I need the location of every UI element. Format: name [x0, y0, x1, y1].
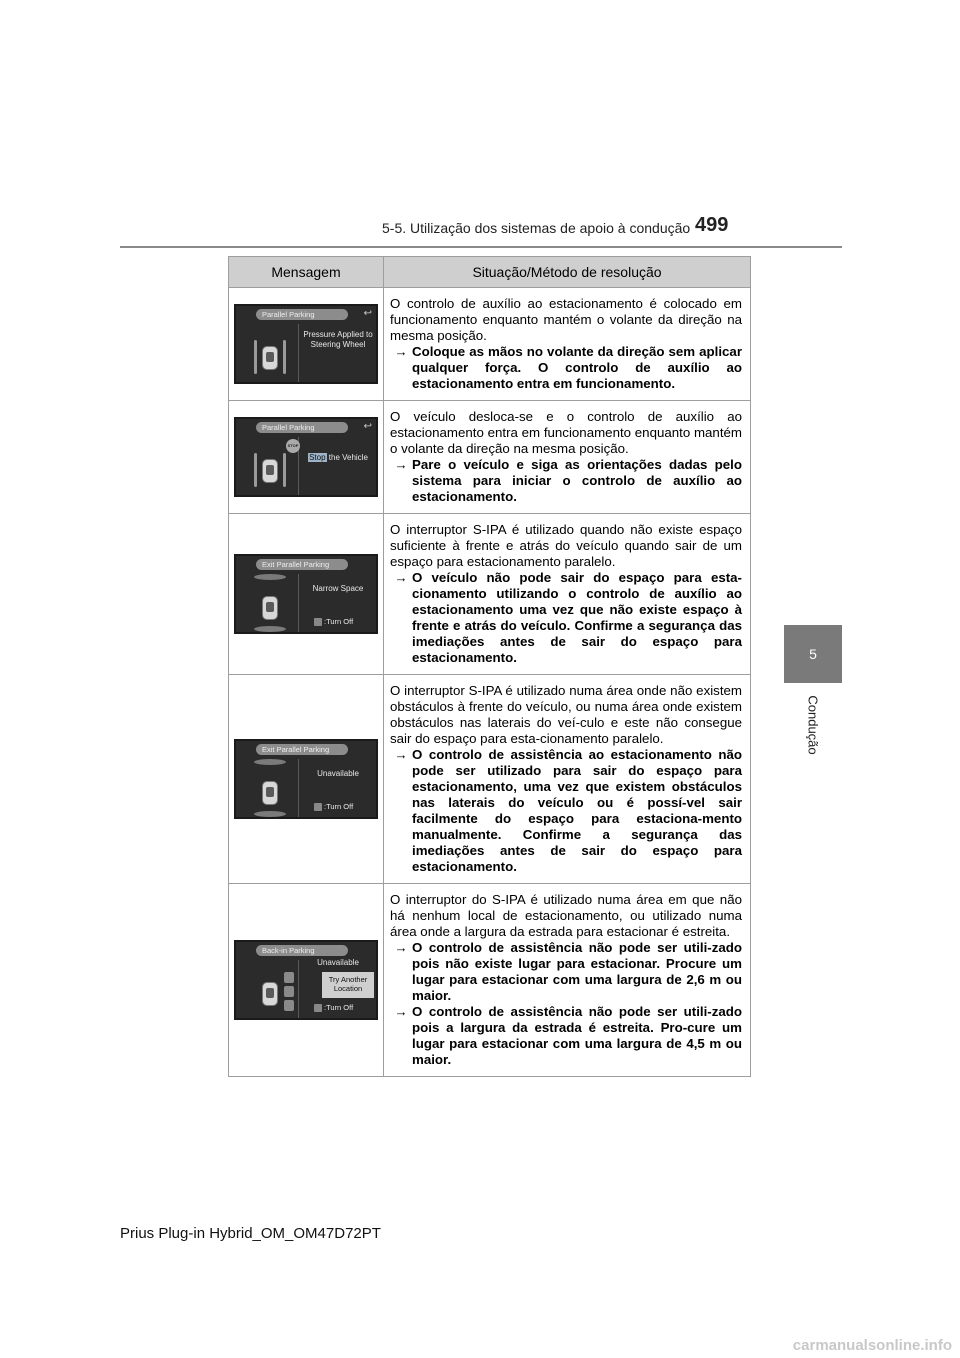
table-row — [229, 288, 751, 401]
steering-guide-icon — [254, 453, 257, 487]
situation-description: O veículo desloca-se e o controlo de auxílio ao estacionamento entra em funcionamento enquanto mantém o volante da direção na mesma posição. — [390, 409, 742, 456]
page-header — [120, 212, 842, 248]
chapter-tab-label: Condução — [805, 695, 821, 755]
column-header-message: Mensagem — [229, 257, 384, 288]
screen-message: Narrow Space — [312, 584, 364, 593]
obstacle-icon — [254, 811, 286, 817]
situation-description: O controlo de auxílio ao estacionamento é colocado em funcionamento enquanto mantém o volante da direção na mesma posição. — [390, 296, 742, 343]
screen-title: Exit Parallel Parking — [256, 559, 348, 570]
screen-message: Pressure Applied to Steering Wheel — [303, 330, 373, 349]
document-footer: Prius Plug-in Hybrid_OM_OM47D72PT — [120, 1225, 381, 1242]
arrow-icon: → — [394, 344, 408, 359]
screen-title: Exit Parallel Parking — [256, 744, 348, 755]
arrow-icon: → — [394, 1004, 408, 1019]
arrow-icon: → — [394, 570, 408, 585]
obstacle-icon — [254, 759, 286, 765]
stop-sign-icon: STOP — [286, 439, 300, 453]
table-row — [229, 401, 751, 514]
table-row — [229, 514, 751, 675]
situation-description: O interruptor S-IPA é utilizado numa área onde não existem obstáculos à frente do veículo, ou numa área onde existem obstáculos nas laterais do veí-culo e este não consegue sair do espaço para esta-cionamento paralelo. — [390, 683, 742, 746]
screen-message: Unavailable — [317, 958, 359, 967]
screen-title: Parallel Parking — [256, 422, 348, 433]
section-title: 5-5. Utilização dos sistemas de apoio à condução — [382, 220, 691, 236]
car-icon — [262, 346, 278, 370]
situation-cell — [384, 884, 751, 1077]
parking-slots-icon — [284, 972, 294, 1012]
display-screen — [234, 739, 378, 819]
display-screen — [234, 940, 378, 1020]
display-screen — [234, 304, 378, 384]
vehicle-view — [240, 324, 299, 382]
table-row — [229, 675, 751, 884]
resolution-action: → O controlo de assistência não pode ser utili-zado pois a largura da estrada é estreita. Pro-cure um lugar para estacionar com uma largura de 4,5 m ou maior. — [390, 1004, 742, 1068]
car-icon — [262, 596, 278, 620]
back-icon: ↩ — [363, 421, 372, 432]
vehicle-view — [240, 960, 299, 1018]
vehicle-view — [240, 759, 299, 817]
message-cell — [229, 514, 384, 675]
table-row — [229, 884, 751, 1077]
resolution-action: → O controlo de assistência ao estacionamento não pode ser utilizado para sair do espaço para estacionamento, uma vez que existem obstáculos nas laterais do veículo ou é possí-vel sair facilmente do espaço para estaciona-mento manualmente. Confirme a segurança das imediações antes de sair do espaço para estacionamento. — [390, 747, 742, 875]
steering-guide-icon — [254, 340, 257, 374]
steering-guide-icon — [283, 453, 286, 487]
turn-off-hint: :Turn Off — [314, 802, 353, 812]
screen-title: Back-in Parking — [256, 945, 348, 956]
situation-cell — [384, 401, 751, 514]
screen-message: Stop the Vehicle — [309, 453, 368, 462]
arrow-icon: → — [394, 940, 408, 955]
display-screen — [234, 554, 378, 634]
situation-description: O interruptor S-IPA é utilizado quando não existe espaço suficiente à frente e atrás do veículo quando sair de um espaço para estacionamento paralelo. — [390, 522, 742, 569]
message-table — [228, 256, 751, 1077]
message-cell — [229, 288, 384, 401]
screen-message: Unavailable — [317, 769, 359, 778]
turn-off-hint: :Turn Off — [314, 1003, 353, 1013]
chapter-tab-number: 5 — [784, 625, 842, 683]
resolution-action: → Pare o veículo e siga as orientações dadas pelo sistema para iniciar o controlo de auxílio ao estacionamento. — [390, 457, 742, 505]
steering-guide-icon — [283, 340, 286, 374]
car-icon — [262, 982, 278, 1006]
watermark: carmanualsonline.info — [792, 1337, 952, 1354]
page-number: 499 — [695, 214, 729, 236]
obstacle-icon — [254, 626, 286, 632]
situation-cell — [384, 675, 751, 884]
back-icon: ↩ — [363, 308, 372, 319]
resolution-action: → Coloque as mãos no volante da direção sem aplicar qualquer força. O controlo de auxílio ao estacionamento entra em funcionamento. — [390, 344, 742, 392]
car-icon — [262, 781, 278, 805]
table-header-row — [229, 257, 751, 288]
situation-cell — [384, 514, 751, 675]
car-icon — [262, 459, 278, 483]
turn-off-hint: :Turn Off — [314, 617, 353, 627]
message-cell — [229, 884, 384, 1077]
display-screen — [234, 417, 378, 497]
resolution-action: → O veículo não pode sair do espaço para esta-cionamento utilizando o controlo de auxílio ao estacionamento uma vez que não existe espaço à frente e atrás do veículo. Confirme a segurança das imediações antes de sair do espaço para estacionamento. — [390, 570, 742, 666]
message-cell — [229, 675, 384, 884]
situation-description: O interruptor do S-IPA é utilizado numa área em que não há nenhum local de estacionamento, ou utilizado numa área onde a largura da estrada para estacionar é estreita. — [390, 892, 742, 939]
try-another-location-button: Try Another Location — [322, 972, 374, 998]
parking-switch-icon — [314, 618, 322, 626]
message-cell — [229, 401, 384, 514]
screen-title: Parallel Parking — [256, 309, 348, 320]
vehicle-view — [240, 574, 299, 632]
arrow-icon: → — [394, 747, 408, 762]
parking-switch-icon — [314, 1004, 322, 1012]
situation-cell — [384, 288, 751, 401]
parking-switch-icon — [314, 803, 322, 811]
column-header-situation: Situação/Método de resolução — [384, 257, 751, 288]
arrow-icon: → — [394, 457, 408, 472]
obstacle-icon — [254, 574, 286, 580]
resolution-action: → O controlo de assistência não pode ser utili-zado pois não existe lugar para estacionar. Procure um lugar para estacionar com uma largura de 2,6 m ou maior. — [390, 940, 742, 1004]
